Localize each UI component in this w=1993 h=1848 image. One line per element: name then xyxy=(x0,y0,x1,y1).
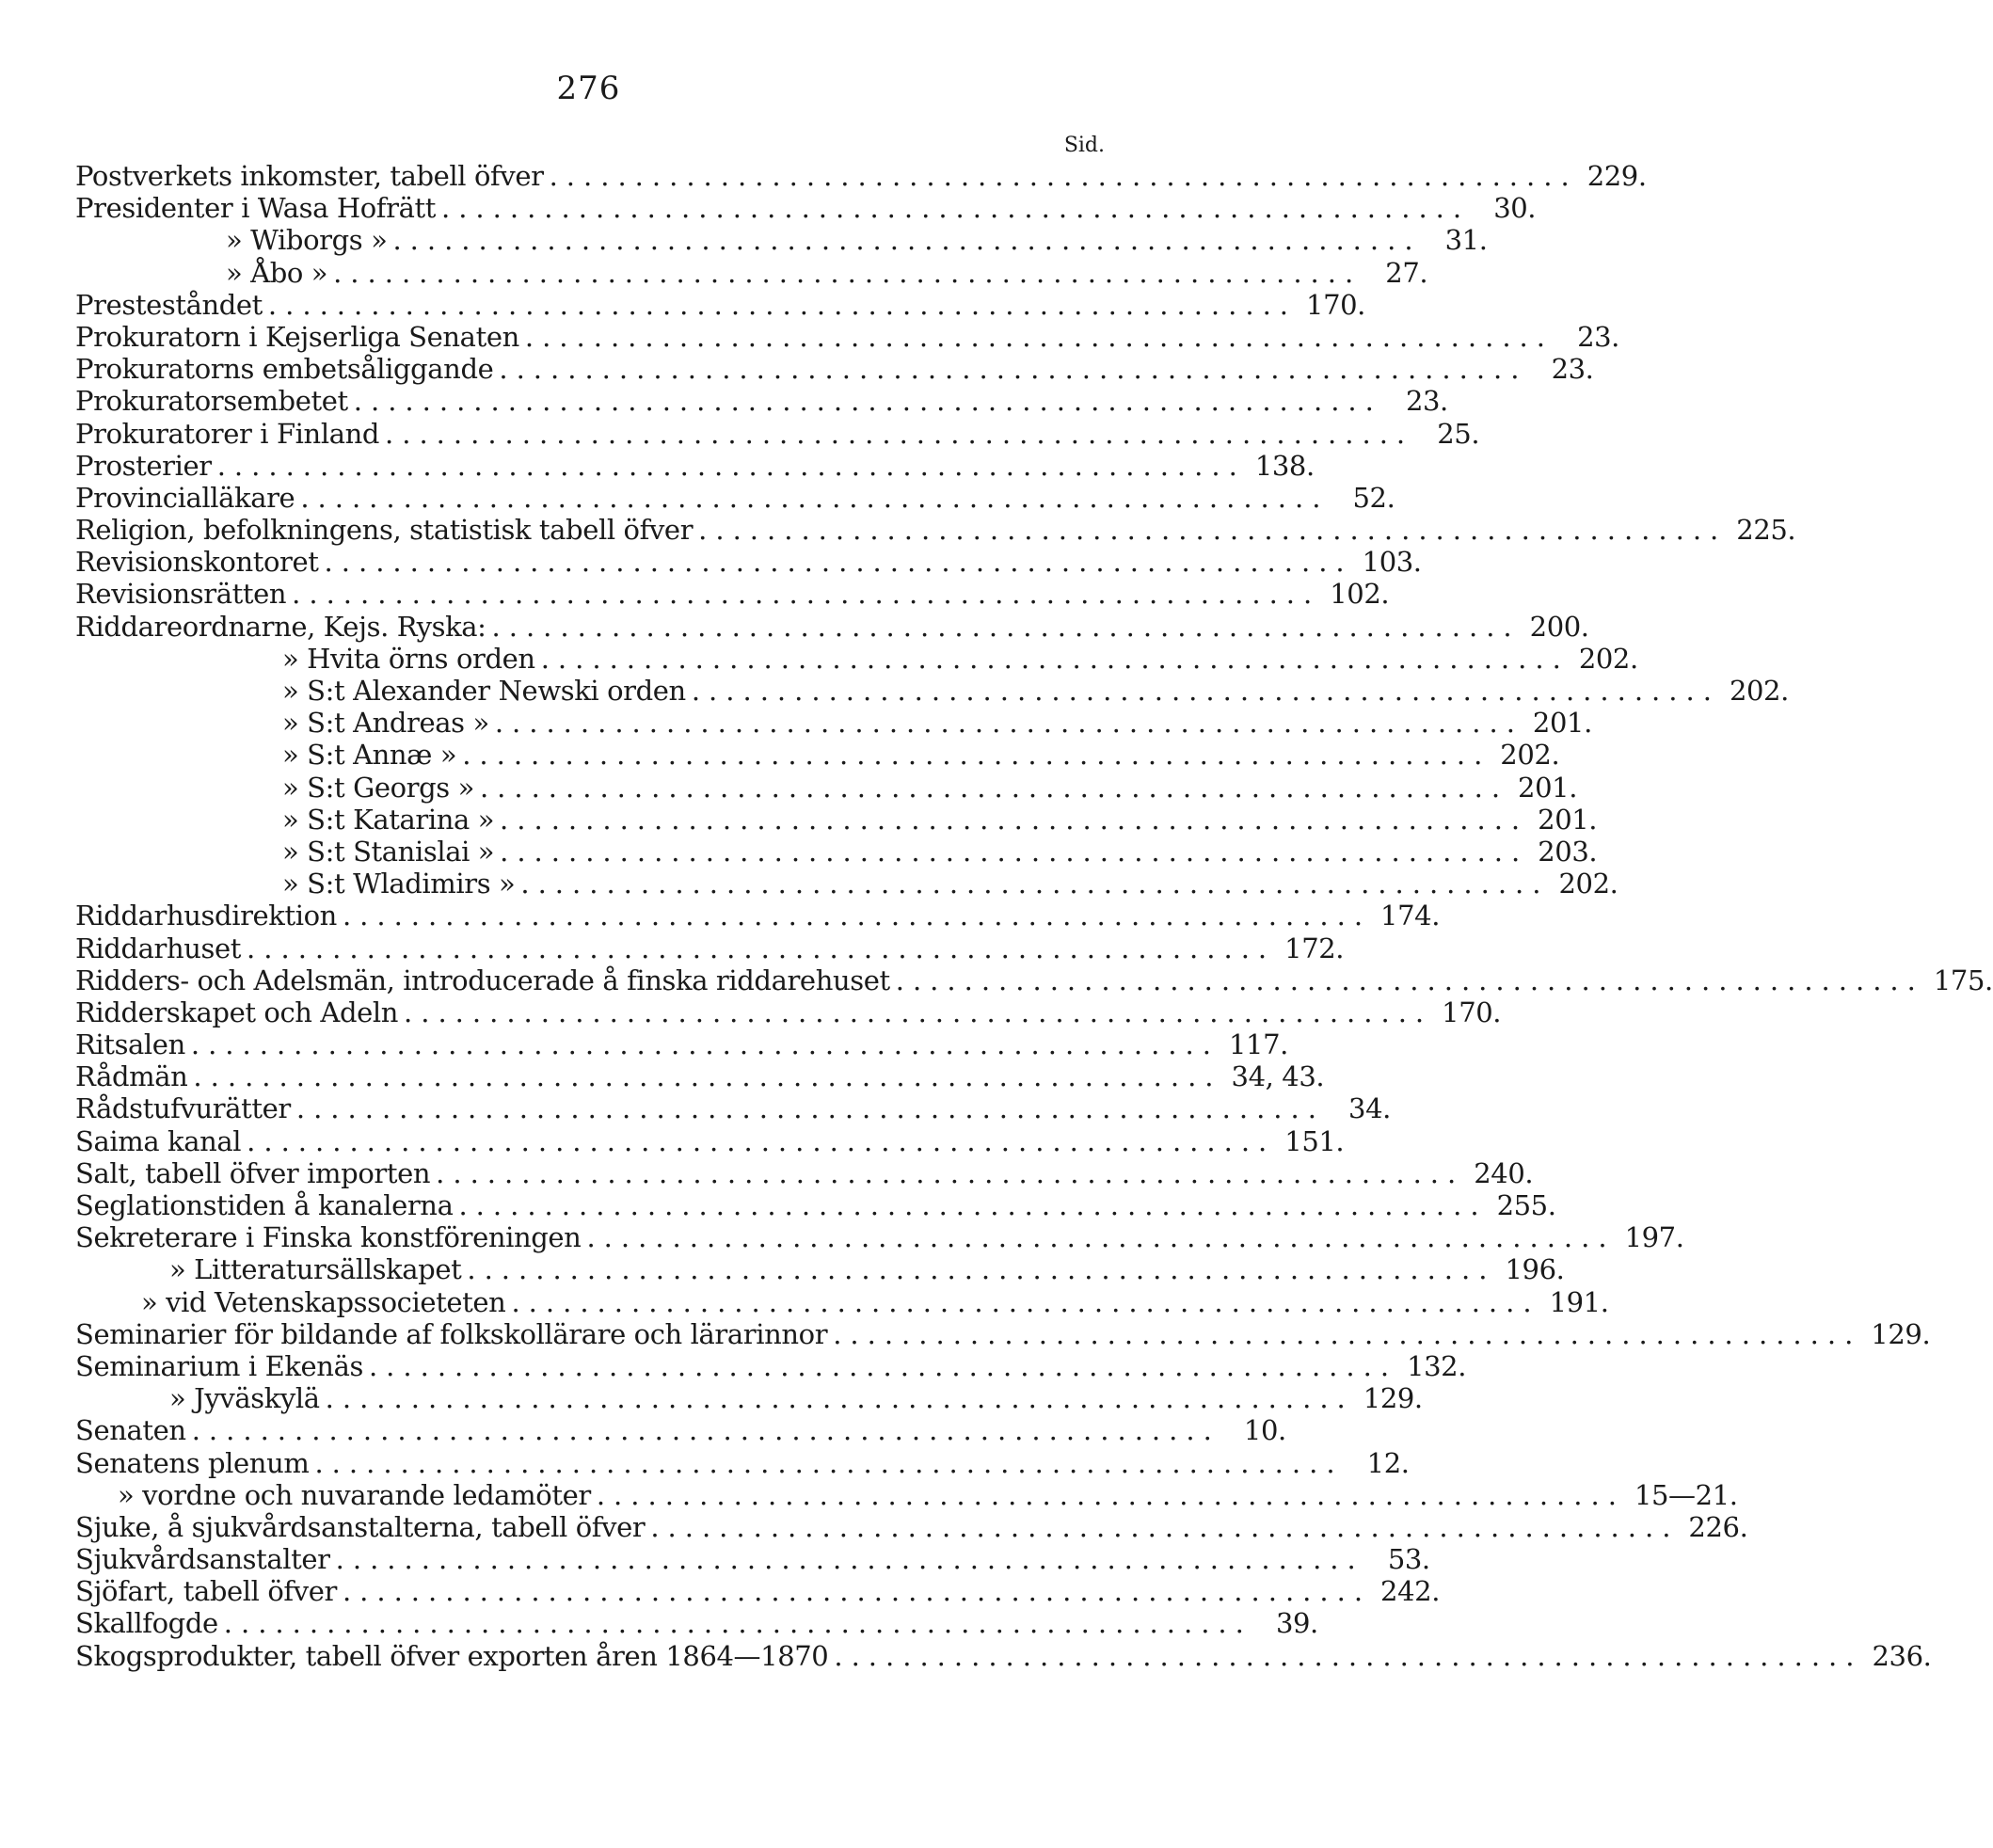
entry-page-ref: 31. xyxy=(1444,224,1488,257)
index-entry xyxy=(75,1349,1467,1382)
entry-term: » Jyväskylä xyxy=(169,1382,320,1415)
entry-term: Rådmän xyxy=(75,1060,188,1093)
entry-term: Prokuratorn i Kejserliga Senaten xyxy=(75,320,519,353)
index-entry xyxy=(75,1253,1565,1286)
dot-leader: ............................................................ xyxy=(385,417,1414,450)
entry-term: Ridderskapet och Adeln xyxy=(75,996,399,1028)
index-entry xyxy=(75,1189,1556,1221)
entry-page-ref: 103. xyxy=(1362,546,1422,579)
index-entry xyxy=(75,868,1618,900)
dot-leader: ............................................................ xyxy=(698,514,1728,547)
dot-leader: ............................................................ xyxy=(549,160,1578,192)
dot-leader: ............................................................ xyxy=(216,449,1246,482)
dot-leader: ............................................................ xyxy=(436,1156,1465,1189)
entry-term: » vordne och nuvarande ledamöter xyxy=(118,1478,591,1511)
index-entry xyxy=(75,1124,1345,1157)
entry-page-ref: 39. xyxy=(1275,1607,1318,1640)
dot-leader: ............................................................ xyxy=(333,256,1363,289)
dot-leader: ............................................................ xyxy=(190,1028,1220,1061)
entry-term: Saima kanal xyxy=(75,1124,242,1157)
index-entry xyxy=(75,996,1502,1028)
index-entry xyxy=(75,964,1993,996)
entry-term: » Åbo » xyxy=(226,256,328,289)
index-entry xyxy=(75,256,1428,289)
dot-leader: ............................................................ xyxy=(462,739,1491,772)
entry-term: Prokuratorsembetet xyxy=(75,385,348,418)
dot-leader: ............................................................ xyxy=(325,1382,1354,1415)
entry-term: Prokuratorer i Finland xyxy=(75,417,380,450)
dot-leader: ............................................................ xyxy=(833,1317,1862,1350)
entry-page-ref: 240. xyxy=(1474,1156,1534,1189)
entry-term: Rådstufvurätter xyxy=(75,1092,291,1125)
dot-leader: ............................................................ xyxy=(540,642,1570,675)
page-column-heading: Sid. xyxy=(1063,134,1105,157)
entry-page-ref: 202. xyxy=(1500,739,1560,772)
entry-term: Prosterier xyxy=(75,449,212,482)
index-entry xyxy=(75,1575,1441,1608)
entry-page-ref: 132. xyxy=(1407,1349,1467,1382)
entry-page-ref: 174. xyxy=(1380,900,1441,932)
entry-page-ref: 15—21. xyxy=(1634,1478,1738,1511)
index-entry xyxy=(75,771,1578,804)
index-entry xyxy=(75,1317,1931,1350)
entry-page-ref: 229. xyxy=(1586,160,1647,192)
entry-page-ref: 201. xyxy=(1518,771,1578,804)
entry-term: Sekreterare i Finska konstföreningen xyxy=(75,1221,582,1254)
index-entry xyxy=(75,1446,1410,1479)
entry-term: Provincialläkare xyxy=(75,481,295,514)
dot-leader: ............................................................ xyxy=(247,1124,1276,1157)
entry-page-ref: 23. xyxy=(1405,385,1448,418)
entry-term: » S:t Georgs » xyxy=(282,771,474,804)
dot-leader: ............................................................ xyxy=(500,803,1529,836)
dot-leader: ............................................................ xyxy=(524,320,1554,353)
entry-term: » S:t Katarina » xyxy=(282,803,495,836)
dot-leader: ............................................................ xyxy=(834,1639,1863,1672)
index-entry xyxy=(75,449,1315,482)
entry-term: » vid Vetenskapssocieteten xyxy=(141,1285,506,1318)
index-entry xyxy=(75,417,1480,450)
dot-leader: ............................................................ xyxy=(223,1607,1252,1640)
entry-page-ref: 34, 43. xyxy=(1231,1060,1325,1093)
entry-term: Seminarier för bildande af folkskollärare och lärarinnor xyxy=(75,1317,828,1350)
index-entry xyxy=(75,1221,1684,1254)
entry-term: Postverkets inkomster, tabell öfver xyxy=(75,160,544,192)
entry-page-ref: 197. xyxy=(1624,1221,1684,1254)
index-entry xyxy=(75,385,1448,418)
entry-page-ref: 151. xyxy=(1284,1124,1345,1157)
entry-page-ref: 201. xyxy=(1538,803,1598,836)
entry-term: Revisionsrätten xyxy=(75,578,287,611)
dot-leader: ............................................................ xyxy=(191,1414,1220,1447)
entry-page-ref: 242. xyxy=(1380,1575,1441,1608)
entry-page-ref: 191. xyxy=(1549,1285,1609,1318)
entry-page-ref: 202. xyxy=(1729,675,1789,707)
entry-page-ref: 23. xyxy=(1551,353,1594,386)
entry-page-ref: 52. xyxy=(1352,481,1395,514)
entry-page-ref: 202. xyxy=(1578,642,1638,675)
entry-page-ref: 53. xyxy=(1387,1543,1430,1576)
index-entry xyxy=(75,353,1594,386)
index-entry xyxy=(75,481,1395,514)
index-entry xyxy=(75,707,1592,740)
index-entry xyxy=(75,514,1796,547)
dot-leader: ............................................................ xyxy=(247,932,1276,964)
entry-page-ref: 34. xyxy=(1348,1092,1391,1125)
dot-leader: ............................................................ xyxy=(520,868,1550,900)
index-entry xyxy=(75,1156,1534,1189)
dot-leader: ............................................................ xyxy=(324,546,1353,579)
entry-term: Sjukvårdsanstalter xyxy=(75,1543,330,1576)
index-entry xyxy=(75,1639,1932,1672)
entry-page-ref: 25. xyxy=(1437,417,1480,450)
entry-term: Religion, befolkningens, statistisk tabell öfver xyxy=(75,514,694,547)
entry-term: » S:t Wladimirs » xyxy=(282,868,516,900)
dot-leader: ............................................................ xyxy=(292,578,1321,611)
entry-page-ref: 138. xyxy=(1254,449,1315,482)
entry-term: » Litteratursällskapet xyxy=(169,1253,462,1286)
entry-page-ref: 202. xyxy=(1558,868,1618,900)
index-entry xyxy=(75,1060,1325,1093)
dot-leader: ............................................................ xyxy=(314,1446,1344,1479)
dot-leader: ............................................................ xyxy=(467,1253,1496,1286)
index-entry xyxy=(75,320,1619,353)
entry-term: Senaten xyxy=(75,1414,186,1447)
index-entry xyxy=(75,1510,1748,1543)
entry-term: Riddarhuset xyxy=(75,932,242,964)
dot-leader: ............................................................ xyxy=(267,288,1298,321)
entry-page-ref: 226. xyxy=(1688,1510,1748,1543)
entry-term: Revisionskontoret xyxy=(75,546,319,579)
dot-leader: ............................................................ xyxy=(500,835,1529,868)
entry-page-ref: 196. xyxy=(1505,1253,1565,1286)
index-entry xyxy=(75,578,1390,611)
entry-page-ref: 225. xyxy=(1736,514,1796,547)
entry-page-ref: 170. xyxy=(1442,996,1502,1028)
entry-page-ref: 175. xyxy=(1933,964,1993,996)
index-entry xyxy=(75,835,1598,868)
index-entry xyxy=(75,1478,1738,1511)
entry-page-ref: 129. xyxy=(1871,1317,1931,1350)
index-entry xyxy=(75,224,1488,257)
dot-leader: ............................................................ xyxy=(392,224,1422,257)
dot-leader: ............................................................ xyxy=(479,771,1509,804)
entry-term: Skallfogde xyxy=(75,1607,218,1640)
index-entry xyxy=(75,642,1638,675)
entry-term: » Hvita örns orden xyxy=(282,642,535,675)
entry-term: » Wiborgs » xyxy=(226,224,388,257)
entry-term: Riddarhusdirektion xyxy=(75,900,337,932)
dot-leader: ............................................................ xyxy=(342,1575,1372,1608)
index-entry xyxy=(75,192,1537,225)
dot-leader: ............................................................ xyxy=(586,1221,1616,1254)
entry-term: » S:t Annæ » xyxy=(282,739,457,772)
dot-leader: ............................................................ xyxy=(300,481,1330,514)
index-entry xyxy=(75,803,1598,836)
entry-term: Salt, tabell öfver importen xyxy=(75,1156,431,1189)
index-entry xyxy=(75,1607,1318,1640)
dot-leader: ............................................................ xyxy=(193,1060,1222,1093)
entry-page-ref: 10. xyxy=(1243,1414,1286,1447)
dot-leader: ............................................................ xyxy=(511,1285,1540,1318)
dot-leader: ............................................................ xyxy=(335,1543,1364,1576)
index-entry xyxy=(75,288,1366,321)
index-entry xyxy=(75,739,1560,772)
entry-term: Skogsprodukter, tabell öfver exporten åren 1864—1870 xyxy=(75,1639,829,1672)
dot-leader: ............................................................ xyxy=(295,1092,1325,1125)
index-entry xyxy=(75,675,1789,707)
entry-term: Ridders- och Adelsmän, introducerade å finska riddarehuset xyxy=(75,964,890,996)
entry-term: Prokuratorns embetsåliggande xyxy=(75,353,494,386)
entry-term: Riddareordnarne, Kejs. Ryska: xyxy=(75,610,486,643)
entry-term: Ritsalen xyxy=(75,1028,185,1061)
dot-leader: ............................................................ xyxy=(404,996,1433,1028)
entry-page-ref: 23. xyxy=(1577,320,1619,353)
index-entry xyxy=(75,1414,1286,1447)
index-entry xyxy=(75,610,1589,643)
dot-leader: ............................................................ xyxy=(458,1189,1488,1221)
dot-leader: ............................................................ xyxy=(342,900,1372,932)
dot-leader: ............................................................ xyxy=(368,1349,1398,1382)
entry-page-ref: 30. xyxy=(1493,192,1537,225)
entry-page-ref: 172. xyxy=(1284,932,1345,964)
index-entry xyxy=(75,160,1647,192)
entry-page-ref: 203. xyxy=(1538,835,1598,868)
entry-page-ref: 102. xyxy=(1330,578,1390,611)
index-entry xyxy=(75,1543,1430,1576)
index-entry xyxy=(75,1382,1423,1415)
entry-term: Presidenter i Wasa Hofrätt xyxy=(75,192,436,225)
dot-leader: ............................................................ xyxy=(491,610,1521,643)
entry-page-ref: 201. xyxy=(1532,707,1592,740)
entry-term: » S:t Alexander Newski orden xyxy=(282,675,686,707)
dot-leader: ............................................................ xyxy=(596,1478,1625,1511)
page-number: 276 xyxy=(556,70,621,107)
index-entry xyxy=(75,900,1441,932)
entry-term: Seminarium i Ekenäs xyxy=(75,1349,363,1382)
entry-page-ref: 129. xyxy=(1363,1382,1423,1415)
entry-page-ref: 255. xyxy=(1496,1189,1556,1221)
entry-term: » S:t Andreas » xyxy=(282,707,489,740)
entry-term: Seglationstiden å kanalerna xyxy=(75,1189,454,1221)
index-entry xyxy=(75,546,1422,579)
index-entry xyxy=(75,932,1345,964)
entry-page-ref: 27. xyxy=(1385,256,1428,289)
entry-term: Sjöfart, tabell öfver xyxy=(75,1575,337,1608)
dot-leader: ............................................................ xyxy=(895,964,1924,996)
entry-page-ref: 236. xyxy=(1872,1639,1932,1672)
entry-page-ref: 200. xyxy=(1529,610,1589,643)
entry-term: Sjuke, å sjukvårdsanstalterna, tabell öfver xyxy=(75,1510,646,1543)
entry-term: Senatens plenum xyxy=(75,1446,310,1479)
dot-leader: ............................................................ xyxy=(650,1510,1680,1543)
index-entry xyxy=(75,1028,1288,1061)
index-list xyxy=(75,160,1993,1672)
index-entry xyxy=(75,1092,1391,1125)
entry-page-ref: 117. xyxy=(1228,1028,1288,1061)
dot-leader: ............................................................ xyxy=(499,353,1528,386)
dot-leader: ............................................................ xyxy=(494,707,1523,740)
dot-leader: ............................................................ xyxy=(691,675,1720,707)
entry-term: » S:t Stanislai » xyxy=(282,835,495,868)
entry-page-ref: 170. xyxy=(1306,288,1366,321)
dot-leader: ............................................................ xyxy=(441,192,1471,225)
dot-leader: ............................................................ xyxy=(353,385,1382,418)
index-entry xyxy=(75,1285,1609,1318)
entry-page-ref: 12. xyxy=(1366,1446,1410,1479)
entry-term: Presteståndet xyxy=(75,288,263,321)
